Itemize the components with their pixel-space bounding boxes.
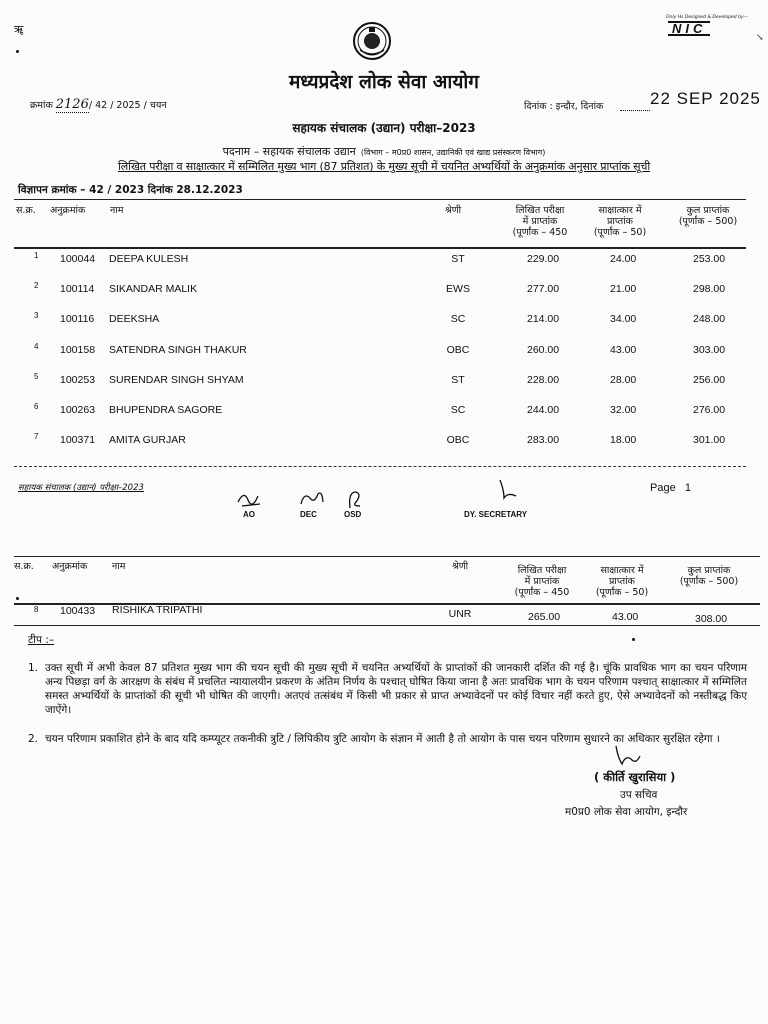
row-cat: OBC xyxy=(446,434,470,447)
dotted-line xyxy=(620,110,650,111)
col-written-header: लिखित परीक्षा में प्राप्तांक (पूर्णांक – 450 xyxy=(512,205,568,238)
note-2-number: 2. xyxy=(28,733,39,745)
row-name: BHUPENDRA SAGORE xyxy=(109,404,223,416)
dy-secretary-label: DY. SECRETARY xyxy=(464,510,528,519)
exam-title: सहायक संचालक (उद्यान) परीक्षा–2023 xyxy=(292,121,476,135)
col-name-header: नाम xyxy=(110,205,124,216)
row-name: DEEKSHA xyxy=(109,313,160,326)
row-roll: 100158 xyxy=(60,343,96,356)
page2-row-rule xyxy=(14,625,760,626)
notes-heading: टीप :– xyxy=(28,634,55,646)
row-total: 276.00 xyxy=(693,404,726,416)
ref-suffix: / 42 / 2025 / चयन xyxy=(88,100,167,111)
row-interview: 43.00 xyxy=(610,343,637,356)
note-2-text: चयन परिणाम प्रकाशित होने के बाद यदि कम्प्यूटर तकनीकी त्रुटि / लिपिकीय त्रुटि आयोग के संज्ञान में आती है तो आयोग के पास चयन परिणाम सुधारने का अधिकार सुरक्षित रहेगा । xyxy=(45,733,720,745)
col-category-header: श्रेणी xyxy=(445,205,462,216)
p2-col-sno-header: स.क्र. xyxy=(14,561,34,572)
row-sno: 3 xyxy=(34,311,39,321)
ref-handwritten-number: 2126 xyxy=(55,97,89,112)
p2-col-roll-header: अनुक्रमांक xyxy=(52,561,88,572)
row-written: 244.00 xyxy=(527,404,560,416)
nic-credit-text: Only Hs Designed & Developed by— xyxy=(666,15,749,20)
p2-col-name-header: नाम xyxy=(112,561,126,572)
ref-label: क्रमांक xyxy=(30,100,53,111)
row-sno: 7 xyxy=(34,432,39,442)
row-name: SURENDAR SINGH SHYAM xyxy=(109,373,244,386)
row-sno: 6 xyxy=(34,402,39,411)
row-roll: 100044 xyxy=(60,253,96,265)
footer-exam-name: सहायक संचालक (उद्यान) परीक्षा–2023 xyxy=(18,483,144,493)
row-interview: 43.00 xyxy=(612,611,639,623)
row-cat: EWS xyxy=(446,283,470,296)
page-word: Page xyxy=(650,482,676,494)
page-number: 1 xyxy=(684,482,691,494)
row-roll: 100371 xyxy=(60,434,96,447)
ao-label: AO xyxy=(243,510,255,519)
page-label xyxy=(650,482,691,494)
list-title: लिखित परीक्षा व साक्षात्कार में सम्मिलित मुख्य भाग (87 प्रतिशत) के मुख्य सूची में चयनित अभ्यर्थियों के अनुक्रमांक अनुसार प्राप्तांक सूची xyxy=(117,160,651,173)
row-cat: SC xyxy=(450,404,466,416)
signatory-name: ( कीर्ति खुरासिया ) xyxy=(594,770,676,784)
advert-number: विज्ञापन क्रमांक – 42 / 2023 दिनांक 28.12.2023 xyxy=(18,184,243,196)
p2-col-interview-header: साक्षात्कार में प्राप्तांक (पूर्णांक – 50) xyxy=(595,565,649,598)
row-written: 229.00 xyxy=(527,253,560,265)
row-cat: ST xyxy=(451,253,465,265)
osd-label: OSD xyxy=(344,510,362,519)
post-line xyxy=(0,140,768,159)
row-interview: 32.00 xyxy=(610,404,637,416)
row-interview: 21.00 xyxy=(610,283,637,296)
row-cat: OBC xyxy=(446,343,470,356)
scan-dot xyxy=(16,597,19,600)
row-total: 303.00 xyxy=(693,343,726,356)
commission-title: मध्यप्रदेश लोक सेवा आयोग xyxy=(289,71,479,93)
note-1-number: 1. xyxy=(28,662,39,674)
row-sno: 1 xyxy=(34,251,39,260)
row-roll: 100433 xyxy=(60,605,96,617)
row-cat: SC xyxy=(450,313,466,326)
ref-number-line xyxy=(30,97,167,112)
col-total-header: कुल प्राप्तांक (पूर्णांक – 500) xyxy=(678,205,738,227)
row-written: 265.00 xyxy=(528,611,561,623)
row-sno: 5 xyxy=(34,371,39,381)
row-total: 256.00 xyxy=(693,373,726,386)
row-total: 298.00 xyxy=(693,283,726,296)
p2-col-total-header: कुल प्राप्तांक (पूर्णांक – 500) xyxy=(679,565,739,587)
dy-secretary-signature xyxy=(496,478,522,506)
row-sno: 4 xyxy=(34,341,39,351)
row-total: 308.00 xyxy=(695,613,728,625)
nic-logo: NIC xyxy=(668,21,710,36)
corner-tick: ↘ xyxy=(756,33,764,43)
row-name: RISHIKA TRIPATHI xyxy=(112,604,203,616)
row-written: 228.00 xyxy=(527,373,560,386)
post-dept: (विभाग – म0प्र0 शासन, उद्यानिकी एवं खाद्य प्रसंस्करण विभाग) xyxy=(360,148,546,157)
row-sno: 2 xyxy=(34,281,39,291)
signatory-designation: उप सचिव xyxy=(620,789,658,801)
p2-col-category-header: श्रेणी xyxy=(452,561,469,572)
row-written: 260.00 xyxy=(527,343,560,356)
table-bottom-rule xyxy=(14,466,746,467)
row-sno: 8 xyxy=(34,605,39,614)
scan-dot xyxy=(632,638,635,641)
note-1-text: उक्त सूची में अभी केवल 87 प्रतिशत मुख्य भाग की चयन सूची की मुख्य सूची में चयनित अभ्यर्थियों के प्राप्तांकों की जानकारी दर्शित की गई है। चूंकि प्रावधिक भाग का चयन परिणाम अन्य पिछड़ा वर्ग के आरक्षण के संबंध में प्रचलित न्यायालयीन प्रकरण के अंतिम निर्णय के पश्चात् घोषित किया जाना है अतः प्रावधिक भाग के चयन परिणाम पश्चात् साक्षात्कार में सम्मिलित समस्त अभ्यर्थियों के प्राप्तांकों की सूची भी घोषित की जाएगी। अतएवं तत्संबंध में किसी भी प्रकार से प्राप्त अभ्यावेदनों पर कोई विचार नहीं करते हुए, ऐसे अभ्यावेदनों को नस्तीबद्ध किए जाऐंगे। xyxy=(45,662,747,716)
row-written: 277.00 xyxy=(527,283,560,296)
scan-mark-left: ॠ xyxy=(14,23,24,36)
row-total: 248.00 xyxy=(693,313,726,326)
mppsc-emblem xyxy=(352,20,392,62)
row-roll: 100263 xyxy=(60,404,96,416)
row-name: SATENDRA SINGH THAKUR xyxy=(109,343,247,356)
row-name: AMITA GURJAR xyxy=(109,434,186,447)
post-label: पदनाम – सहायक संचालक उद्यान xyxy=(222,145,356,158)
row-name: DEEPA KULESH xyxy=(109,253,189,265)
row-interview: 34.00 xyxy=(610,313,637,326)
row-roll: 100114 xyxy=(60,283,95,296)
deputy-secretary-signature xyxy=(612,744,642,772)
scan-dot xyxy=(16,50,19,53)
row-total: 301.00 xyxy=(693,434,726,447)
date-stamp: 22 SEP 2025 xyxy=(650,89,761,108)
col-sno-header: स.क्र. xyxy=(16,205,36,216)
row-total: 253.00 xyxy=(693,253,726,265)
row-roll: 100116 xyxy=(60,313,95,326)
table-header-rule xyxy=(14,247,746,249)
date-label: दिनांक : इन्दौर, दिनांक xyxy=(524,101,604,112)
row-interview: 28.00 xyxy=(610,373,637,386)
row-written: 214.00 xyxy=(527,313,560,326)
row-roll: 100253 xyxy=(60,373,96,386)
row-interview: 24.00 xyxy=(610,253,637,265)
row-name: SIKANDAR MALIK xyxy=(109,283,198,296)
col-roll-header: अनुक्रमांक xyxy=(50,205,86,216)
page2-top-rule xyxy=(14,556,760,557)
dec-label: DEC xyxy=(300,510,317,519)
signatory-office: म0प्र0 लोक सेवा आयोग, इन्दौर xyxy=(565,806,688,818)
col-interview-header: साक्षात्कार में प्राप्तांक (पूर्णांक – 50) xyxy=(593,205,647,238)
row-interview: 18.00 xyxy=(610,434,637,447)
p2-col-written-header: लिखित परीक्षा में प्राप्तांक (पूर्णांक – 450 xyxy=(514,565,570,598)
table-top-rule xyxy=(14,199,746,200)
row-cat: ST xyxy=(451,373,465,386)
row-category: UNR xyxy=(448,608,472,620)
row-written: 283.00 xyxy=(527,434,560,447)
